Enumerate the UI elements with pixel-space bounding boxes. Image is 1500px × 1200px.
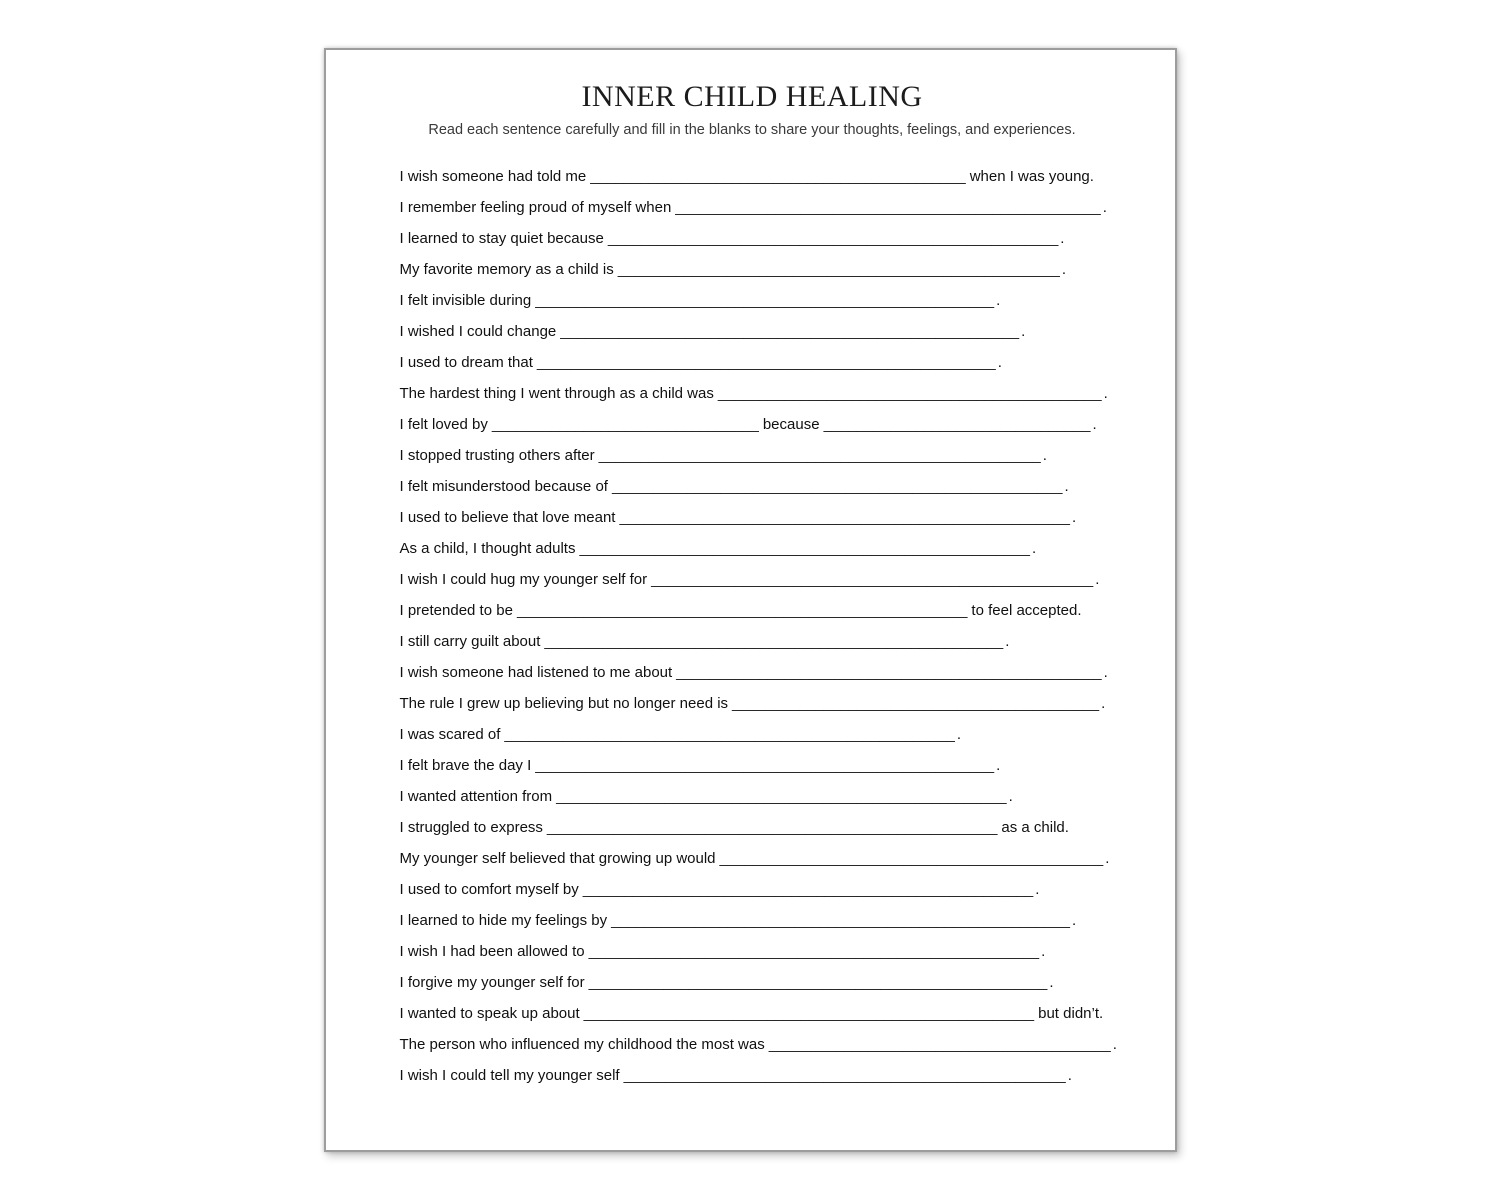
fill-in-blank: ______________________________________________________ <box>556 787 1007 805</box>
worksheet-line <box>400 936 1105 967</box>
line-text: I wish I could hug my younger self for <box>399 570 648 588</box>
line-text: I remember feeling proud of myself when <box>399 198 672 216</box>
fill-in-blank: _____________________________________________________ <box>651 570 1094 588</box>
line-text: . <box>1008 787 1013 805</box>
line-text: I forgive my younger self for <box>399 973 585 991</box>
line-text: I felt loved by <box>399 415 488 433</box>
line-text: . <box>1005 632 1010 650</box>
line-text: because <box>762 415 820 433</box>
line-text: . <box>1102 198 1107 216</box>
line-text: . <box>996 291 1001 309</box>
worksheet-line <box>400 1060 1105 1091</box>
worksheet-line <box>400 316 1105 347</box>
line-text: I wanted attention from <box>399 787 553 805</box>
line-text: . <box>1061 260 1067 278</box>
worksheet-line <box>399 657 1108 688</box>
worksheet-line <box>400 192 1105 223</box>
worksheet-line <box>400 750 1105 781</box>
line-text: The rule I grew up believing but no longer need is <box>399 694 729 712</box>
line-text: My favorite memory as a child is <box>399 260 614 278</box>
fill-in-blank: ______________________________________________________ <box>516 601 968 619</box>
worksheet-line <box>400 161 1105 192</box>
line-text: . <box>996 756 1001 774</box>
line-text: I used to comfort myself by <box>399 880 579 898</box>
worksheet-line <box>400 874 1105 905</box>
line-text: I used to believe that love meant <box>399 508 616 526</box>
worksheet-line <box>400 223 1105 254</box>
line-text: . <box>1035 880 1040 898</box>
line-text: . <box>1041 942 1046 960</box>
worksheet-line <box>400 626 1105 657</box>
line-text: . <box>1031 539 1037 557</box>
fill-in-blank: _______________________________________________________ <box>560 322 1020 340</box>
worksheet-line <box>400 595 1105 626</box>
worksheet-line <box>400 781 1105 812</box>
fill-in-blank: ______________________________________________________ <box>611 477 1063 495</box>
line-text: . <box>1042 446 1047 464</box>
worksheet-line <box>400 533 1105 564</box>
fill-in-blank: _______________________________________________________ <box>611 911 1070 929</box>
line-text: . <box>1103 663 1108 681</box>
fill-in-blank: _______________________________________________________ <box>535 756 995 774</box>
line-text: as a child. <box>1001 818 1069 836</box>
line-text: My younger self believed that growing up would <box>399 849 716 867</box>
line-text: I felt invisible during <box>399 291 532 309</box>
fill-in-blank: ________________________________ <box>491 415 759 433</box>
line-text: I wish someone had listened to me about <box>399 663 673 681</box>
line-text: . <box>1021 322 1026 340</box>
fill-in-blank: ______________________________________________________ <box>582 880 1034 898</box>
worksheet-line <box>400 347 1105 378</box>
fill-in-blank: _____________________________________________________ <box>598 446 1041 464</box>
line-text: I pretended to be <box>399 601 513 619</box>
line-text: . <box>1092 415 1097 433</box>
line-text: The hardest thing I went through as a child was <box>399 384 714 402</box>
fill-in-blank: ______________________________________________________ <box>546 818 998 836</box>
line-text: . <box>1049 973 1054 991</box>
worksheet-line <box>400 285 1105 316</box>
fill-in-blank: ______________________________________________ <box>719 849 1104 867</box>
line-text: . <box>1071 911 1077 929</box>
fill-in-blank: _____________________________________________ <box>590 167 966 185</box>
fill-in-blank: ______________________________________________________ <box>579 539 1030 557</box>
worksheet-line <box>400 967 1105 998</box>
line-text: I still carry guilt about <box>399 632 541 650</box>
worksheet-line <box>400 812 1105 843</box>
line-text: I stopped trusting others after <box>399 446 595 464</box>
fill-in-blank: ______________________________________________________ <box>504 725 955 743</box>
worksheet-line <box>400 440 1105 471</box>
worksheet-line <box>400 564 1105 595</box>
line-text: The person who influenced my childhood the most was <box>399 1035 765 1053</box>
worksheet-line <box>400 409 1105 440</box>
fill-in-blank: _____________________________________________________ <box>623 1066 1066 1084</box>
line-text: . <box>1112 1035 1117 1053</box>
line-text: . <box>1071 508 1077 526</box>
fill-in-blank: ____________________________________________ <box>732 694 1100 712</box>
fill-in-blank: ______________________________________________________ <box>588 942 1040 960</box>
worksheet-line <box>400 998 1105 1029</box>
worksheet-line <box>400 719 1105 750</box>
line-text: I wished I could change <box>399 322 557 340</box>
fill-in-blank: _______________________________________________________ <box>535 291 995 309</box>
worksheet-line <box>400 471 1105 502</box>
page-title: INNER CHILD HEALING <box>581 80 923 113</box>
line-text: . <box>1105 849 1110 867</box>
line-text: I was scared of <box>399 725 501 743</box>
fill-in-blank: ___________________________________________________ <box>676 663 1102 681</box>
line-text: I felt brave the day I <box>399 756 532 774</box>
worksheet-line <box>400 502 1105 533</box>
fill-in-blank: ________________________________ <box>823 415 1091 433</box>
line-text: to feel accepted. <box>971 601 1082 619</box>
worksheet-line <box>400 905 1105 936</box>
line-text: I felt misunderstood because of <box>399 477 608 495</box>
fill-in-blank: _______________________________________________________ <box>544 632 1004 650</box>
fill-in-blank: _______________________________________________________ <box>536 353 996 371</box>
worksheet-line <box>399 1029 1117 1060</box>
line-text: As a child, I thought adults <box>399 539 576 557</box>
line-text: . <box>1095 570 1100 588</box>
worksheet-lines <box>399 161 1117 1091</box>
line-text: I learned to hide my feelings by <box>399 911 608 929</box>
worksheet-line <box>399 378 1108 409</box>
line-text: I wish someone had told me <box>399 167 587 185</box>
fill-in-blank: ______________________________________________________ <box>607 229 1059 247</box>
line-text: I struggled to express <box>399 818 543 836</box>
line-text: . <box>956 725 962 743</box>
line-text: . <box>1067 1066 1072 1084</box>
worksheet-line <box>400 688 1105 719</box>
line-text: when I was young. <box>969 167 1094 185</box>
line-text: I wanted to speak up about <box>399 1004 580 1022</box>
line-text: . <box>1101 694 1106 712</box>
line-text: . <box>1103 384 1108 402</box>
line-text: but didn’t. <box>1038 1004 1104 1022</box>
fill-in-blank: _______________________________________________________ <box>588 973 1048 991</box>
line-text: I used to dream that <box>399 353 533 371</box>
fill-in-blank: _________________________________________ <box>768 1035 1111 1053</box>
fill-in-blank: ______________________________________________________ <box>619 508 1070 526</box>
page-subtitle: Read each sentence carefully and fill in the blanks to share your thoughts, feelings, and experiences. <box>428 121 1076 138</box>
worksheet-page <box>324 48 1177 1152</box>
line-text: I learned to stay quiet because <box>399 229 604 247</box>
fill-in-blank: ______________________________________________ <box>717 384 1102 402</box>
line-text: I wish I had been allowed to <box>399 942 585 960</box>
fill-in-blank: ______________________________________________________ <box>583 1004 1035 1022</box>
worksheet-line <box>400 254 1105 285</box>
line-text: . <box>1060 229 1065 247</box>
line-text: . <box>997 353 1002 371</box>
fill-in-blank: _____________________________________________________ <box>617 260 1060 278</box>
worksheet-line <box>399 843 1110 874</box>
fill-in-blank: ___________________________________________________ <box>675 198 1101 216</box>
line-text: I wish I could tell my younger self <box>399 1066 620 1084</box>
line-text: . <box>1064 477 1069 495</box>
